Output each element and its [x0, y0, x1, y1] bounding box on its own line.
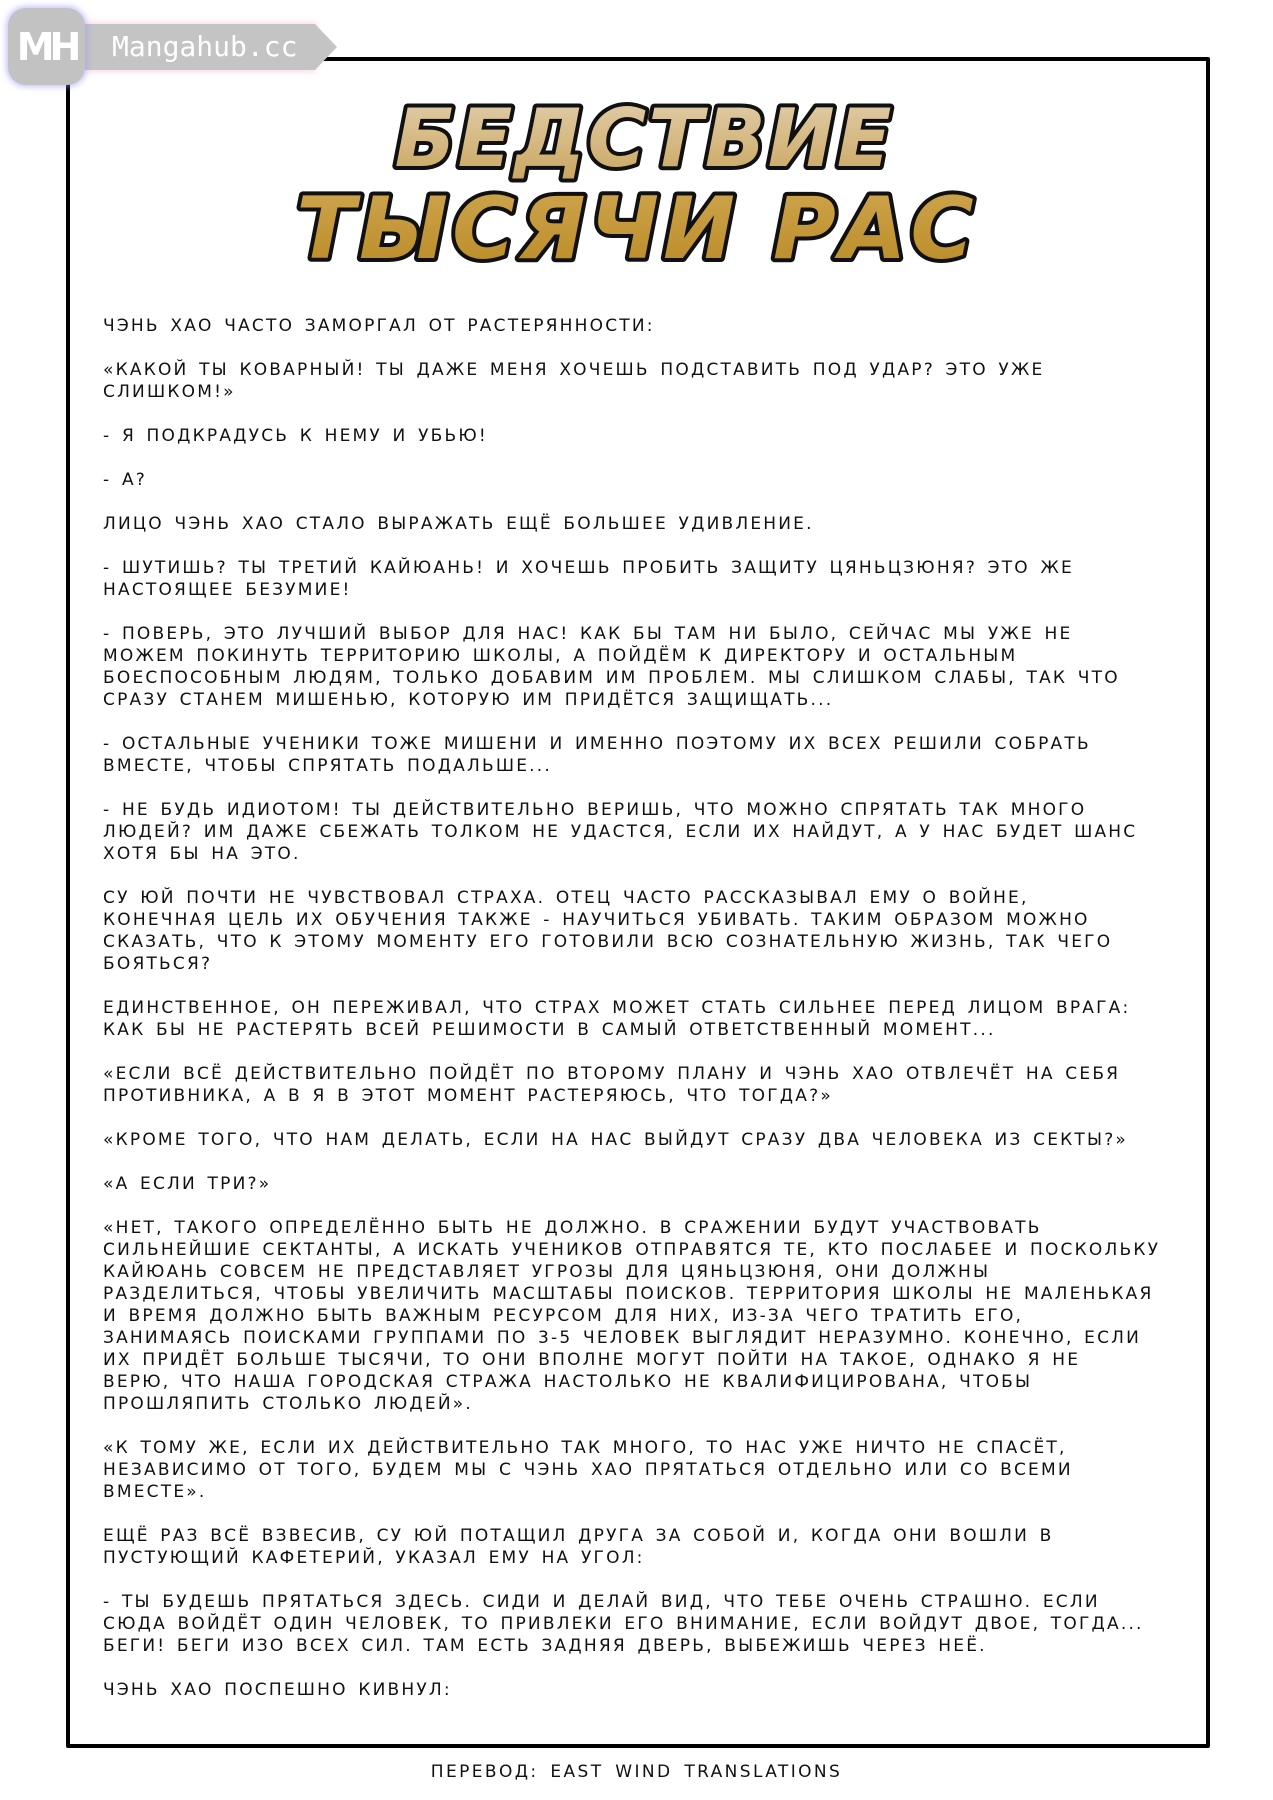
paragraph-18-line-2: СЮДА ВОЙДЁТ ОДИН ЧЕЛОВЕК, ТО ПРИВЛЕКИ ЕГО ВНИМАНИЕ, ЕСЛИ ВОЙДУТ ДВОЕ, ТОГДА... — [103, 1614, 1144, 1634]
paragraph-12-line-2: ПРОТИВНИКА, А В Я В ЭТОТ МОМЕНТ РАСТЕРЯЮСЬ, ЧТО ТОГДА?» — [103, 1086, 833, 1106]
paragraph-6-line-2: НАСТОЯЩЕЕ БЕЗУМИЕ! — [103, 580, 352, 600]
paragraph-15-line-4: РАЗДЕЛИТЬСЯ, ЧТОБЫ УВЕЛИЧИТЬ МАСШТАБЫ ПОИСКОВ. ТЕРРИТОРИЯ ШКОЛЫ НЕ МАЛЕНЬКАЯ — [103, 1284, 1154, 1304]
paragraph-15-line-6: ЗАНИМАЯСЬ ПОИСКАМИ ГРУППАМИ ПО 3-5 ЧЕЛОВЕК ВЫГЛЯДИТ НЕРАЗУМНО. КОНЕЧНО, ЕСЛИ — [103, 1328, 1142, 1348]
paragraph-8-line-1: - ОСТАЛЬНЫЕ УЧЕНИКИ ТОЖЕ МИШЕНИ И ИМЕННО ПОЭТОМУ ИХ ВСЕХ РЕШИЛИ СОБРАТЬ — [103, 734, 1091, 754]
translation-credit: ПЕРЕВОД: EAST WIND TRANSLATIONS — [430, 1762, 843, 1782]
paragraph-18-line-3: БЕГИ! БЕГИ ИЗО ВСЕХ СИЛ. ТАМ ЕСТЬ ЗАДНЯЯ ДВЕРЬ, ВЫБЕЖИШЬ ЧЕРЕЗ НЕЁ. — [103, 1636, 987, 1656]
paragraph-11-line-1: ЕДИНСТВЕННОЕ, ОН ПЕРЕЖИВАЛ, ЧТО СТРАХ МОЖЕТ СТАТЬ СИЛЬНЕЕ ПЕРЕД ЛИЦОМ ВРАГА: — [103, 998, 1131, 1018]
paragraph-15-line-9: ПРОШЛЯПИТЬ СТОЛЬКО ЛЮДЕЙ». — [103, 1394, 473, 1414]
title-line-2: ТЫСЯЧИ РАС — [296, 179, 978, 279]
paragraph-17-line-2: ПУСТУЮЩИЙ КАФЕТЕРИЙ, УКАЗАЛ ЕМУ НА УГОЛ: — [103, 1548, 645, 1568]
paragraph-10-line-1: СУ ЮЙ ПОЧТИ НЕ ЧУВСТВОВАЛ СТРАХА. ОТЕЦ ЧАСТО РАССКАЗЫВАЛ ЕМУ О ВОЙНЕ, — [103, 888, 1029, 908]
paragraph-10-line-2: КОНЕЧНАЯ ЦЕЛЬ ИХ ОБУЧЕНИЯ ТАКЖЕ - НАУЧИТЬСЯ УБИВАТЬ. ТАКИМ ОБРАЗОМ МОЖНО — [103, 910, 1090, 930]
paragraph-7-line-1: - ПОВЕРЬ, ЭТО ЛУЧШИЙ ВЫБОР ДЛЯ НАС! КАК БЫ ТАМ НИ БЫЛО, СЕЙЧАС МЫ УЖЕ НЕ — [103, 624, 1073, 644]
paragraph-11-line-2: КАК БЫ НЕ РАСТЕРЯТЬ ВСЕЙ РЕШИМОСТИ В САМЫЙ ОТВЕТСТВЕННЫЙ МОМЕНТ... — [103, 1020, 996, 1040]
paragraph-12-line-1: «ЕСЛИ ВСЁ ДЕЙСТВИТЕЛЬНО ПОЙДЁТ ПО ВТОРОМУ ПЛАНУ И ЧЭНЬ ХАО ОТВЛЕЧЁТ НА СЕБЯ — [103, 1064, 1121, 1084]
paragraph-15-line-7: ИХ ПРИДЁТ БОЛЬШЕ ТЫСЯЧИ, ТО ОНИ ВПОЛНЕ МОГУТ ПОЙТИ НА ТАКОЕ, ОДНАКО Я НЕ — [103, 1350, 1081, 1370]
paragraph-18-line-1: - ТЫ БУДЕШЬ ПРЯТАТЬСЯ ЗДЕСЬ. СИДИ И ДЕЛАЙ ВИД, ЧТО ТЕБЕ ОЧЕНЬ СТРАШНО. ЕСЛИ — [103, 1592, 1100, 1612]
paragraph-5-line-1: ЛИЦО ЧЭНЬ ХАО СТАЛО ВЫРАЖАТЬ ЕЩЁ БОЛЬШЕЕ УДИВЛЕНИЕ. — [103, 514, 814, 534]
paragraph-13-line-1: «КРОМЕ ТОГО, ЧТО НАМ ДЕЛАТЬ, ЕСЛИ НА НАС ВЫЙДУТ СРАЗУ ДВА ЧЕЛОВЕКА ИЗ СЕКТЫ?» — [103, 1130, 1129, 1150]
watermark-logo-text: MH — [16, 24, 77, 69]
paragraph-16-line-2: НЕЗАВИСИМО ОТ ТОГО, БУДЕМ МЫ С ЧЭНЬ ХАО ПРЯТАТЬСЯ ОТДЕЛЬНО ИЛИ СО ВСЕМИ — [103, 1460, 1073, 1480]
paragraph-15-line-1: «НЕТ, ТАКОГО ОПРЕДЕЛЁННО БЫТЬ НЕ ДОЛЖНО. В СРАЖЕНИИ БУДУТ УЧАСТВОВАТЬ — [103, 1218, 1042, 1238]
title-line-1: БЕДСТВИЕ — [394, 92, 894, 185]
paragraph-14-line-1: «А ЕСЛИ ТРИ?» — [103, 1174, 272, 1194]
paragraph-6-line-1: - ШУТИШЬ? ТЫ ТРЕТИЙ КАЙЮАНЬ! И ХОЧЕШЬ ПРОБИТЬ ЗАЩИТУ ЦЯНЬЦЗЮНЯ? ЭТО ЖЕ — [103, 558, 1074, 578]
paragraph-9-line-1: - НЕ БУДЬ ИДИОТОМ! ТЫ ДЕЙСТВИТЕЛЬНО ВЕРИШЬ, ЧТО МОЖНО СПРЯТАТЬ ТАК МНОГО — [103, 800, 1087, 820]
watermark-banner — [85, 24, 315, 70]
watermark-logo-icon — [8, 8, 85, 85]
paragraph-19-line-1: ЧЭНЬ ХАО ПОСПЕШНО КИВНУЛ: — [103, 1680, 452, 1700]
paragraph-10-line-3: СКАЗАТЬ, ЧТО К ЭТОМУ МОМЕНТУ ЕГО ГОТОВИЛИ ВСЮ СОЗНАТЕЛЬНУЮ ЖИЗНЬ, ТАК ЧЕГО — [103, 932, 1113, 952]
paragraph-7-line-2: МОЖЕМ ПОКИНУТЬ ТЕРРИТОРИЮ ШКОЛЫ, А ПОЙДЁМ К ДИРЕКТОРУ И ОСТАЛЬНЫМ — [103, 646, 1018, 666]
paragraph-15-line-5: И ВРЕМЯ ДОЛЖНО БЫТЬ ВАЖНЫМ РЕСУРСОМ ДЛЯ НИХ, ИЗ-ЗА ЧЕГО ТРАТИТЬ ЕГО, — [103, 1306, 1024, 1326]
watermark-site-name: Mangahub.cc — [112, 30, 298, 63]
paragraph-9-line-3: ХОТЯ БЫ НА ЭТО. — [103, 844, 301, 864]
paragraph-10-line-4: БОЯТЬСЯ? — [103, 954, 213, 974]
paragraph-9-line-2: ЛЮДЕЙ? ИМ ДАЖЕ СБЕЖАТЬ ТОЛКОМ НЕ УДАСТСЯ, ЕСЛИ ИХ НАЙДУТ, А У НАС БУДЕТ ШАНС — [103, 822, 1138, 842]
paragraph-15-line-8: ВЕРЮ, ЧТО НАША ГОРОДСКАЯ СТРАЖА НАСТОЛЬКО НЕ КВАЛИФИЦИРОВАНА, ЧТОБЫ — [103, 1372, 1033, 1392]
paragraph-15-line-3: КАЙЮАНЬ СОВСЕМ НЕ ПРЕДСТАВЛЯЕТ УГРОЗЫ ДЛЯ ЦЯНЬЦЗЮНЯ, ОНИ ДОЛЖНЫ — [103, 1262, 991, 1282]
paragraph-8-line-2: ВМЕСТЕ, ЧТОБЫ СПРЯТАТЬ ПОДАЛЬШЕ... — [103, 756, 552, 776]
paragraph-7-line-4: СРАЗУ СТАНЕМ МИШЕНЬЮ, КОТОРУЮ ИМ ПРИДЁТСЯ ЗАЩИЩАТЬ... — [103, 690, 834, 710]
paragraph-7-line-3: БОЕСПОСОБНЫМ ЛЮДЯМ, ТОЛЬКО ДОБАВИМ ИМ ПРОБЛЕМ. МЫ СЛИШКОМ СЛАБЫ, ТАК ЧТО — [103, 668, 1120, 688]
paragraph-16-line-1: «К ТОМУ ЖЕ, ЕСЛИ ИХ ДЕЙСТВИТЕЛЬНО ТАК МНОГО, ТО НАС УЖЕ НИЧТО НЕ СПАСЁТ, — [103, 1438, 1067, 1458]
paragraph-4-line-1: - А? — [103, 470, 147, 490]
title-logo — [0, 86, 1273, 279]
paragraph-17-line-1: ЕЩЁ РАЗ ВСЁ ВЗВЕСИВ, СУ ЮЙ ПОТАЩИЛ ДРУГА ЗА СОБОЙ И, КОГДА ОНИ ВОШЛИ В — [103, 1526, 1054, 1546]
paragraph-3-line-1: - Я ПОДКРАДУСЬ К НЕМУ И УБЬЮ! — [103, 426, 488, 446]
paragraph-1-line-1: ЧЭНЬ ХАО ЧАСТО ЗАМОРГАЛ ОТ РАСТЕРЯННОСТИ: — [103, 316, 655, 336]
paragraph-2-line-2: СЛИШКОМ!» — [103, 382, 236, 402]
paragraph-15-line-2: СИЛЬНЕЙШИЕ СЕКТАНТЫ, А ИСКАТЬ УЧЕНИКОВ ОТПРАВЯТСЯ ТЕ, КТО ПОСЛАБЕЕ И ПОСКОЛЬКУ — [103, 1240, 1161, 1260]
paragraph-16-line-3: ВМЕСТЕ». — [103, 1482, 207, 1502]
paragraph-2-line-1: «КАКОЙ ТЫ КОВАРНЫЙ! ТЫ ДАЖЕ МЕНЯ ХОЧЕШЬ ПОДСТАВИТЬ ПОД УДАР? ЭТО УЖЕ — [103, 360, 1045, 380]
